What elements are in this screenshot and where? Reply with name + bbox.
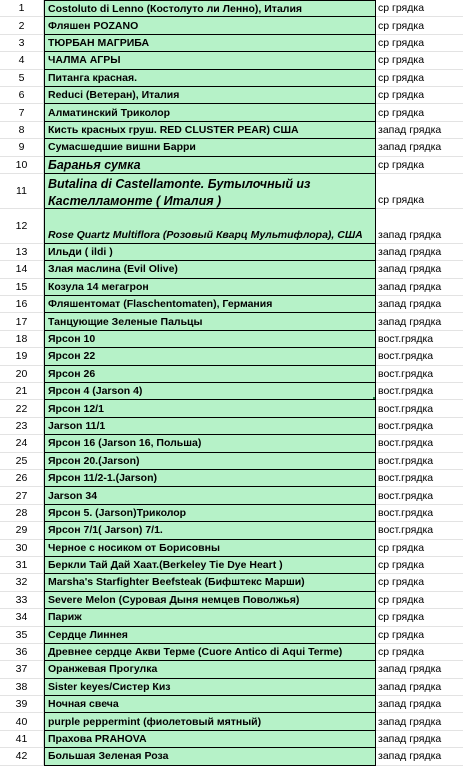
variety-name-cell[interactable]: Париж <box>44 609 376 626</box>
variety-name-cell[interactable]: Ярсон 10 <box>44 331 376 348</box>
table-row[interactable] <box>0 244 463 261</box>
garden-bed-cell[interactable]: запад грядка <box>376 696 463 713</box>
table-row[interactable] <box>0 0 463 17</box>
table-row[interactable] <box>0 592 463 609</box>
table-row[interactable] <box>0 348 463 365</box>
row-number-cell[interactable]: 36 <box>0 644 44 661</box>
row-number-cell[interactable]: 14 <box>0 261 44 278</box>
garden-bed-cell[interactable]: запад грядка <box>376 244 463 261</box>
row-number-cell[interactable]: 23 <box>0 418 44 435</box>
table-row[interactable] <box>0 470 463 487</box>
row-number-cell[interactable]: 3 <box>0 35 44 52</box>
variety-name-cell[interactable]: ТЮРБАН МАГРИБА <box>44 35 376 52</box>
row-number-cell[interactable]: 8 <box>0 122 44 139</box>
table-row[interactable] <box>0 627 463 644</box>
table-row[interactable] <box>0 505 463 522</box>
variety-name-cell[interactable]: Баранья сумка <box>44 157 376 174</box>
variety-name-cell[interactable]: Reduci (Ветеран), Италия <box>44 87 376 104</box>
garden-bed-cell[interactable]: ср грядка <box>376 627 463 644</box>
row-number-cell[interactable]: 22 <box>0 400 44 417</box>
table-row[interactable] <box>0 366 463 383</box>
table-row[interactable] <box>0 122 463 139</box>
garden-bed-cell[interactable]: запад грядка <box>376 279 463 296</box>
table-row[interactable] <box>0 157 463 174</box>
row-number-cell[interactable]: 6 <box>0 87 44 104</box>
garden-bed-cell[interactable]: запад грядка <box>376 209 463 244</box>
variety-name-cell[interactable]: Butalina di Castellamonte. Бутылочный из Кастелламонте ( Италия ) <box>44 174 376 209</box>
row-number-cell[interactable]: 20 <box>0 366 44 383</box>
garden-bed-cell[interactable]: вост.грядка <box>376 348 463 365</box>
garden-bed-cell[interactable]: вост.грядка <box>376 418 463 435</box>
garden-bed-cell[interactable]: запад грядка <box>376 122 463 139</box>
table-row[interactable] <box>0 279 463 296</box>
garden-bed-cell[interactable]: ср грядка <box>376 174 463 209</box>
garden-bed-cell[interactable]: ср грядка <box>376 157 463 174</box>
table-row[interactable] <box>0 522 463 539</box>
variety-name-cell[interactable]: Древнее сердце Акви Терме (Cuore Antico di Aqui Terme) <box>44 644 376 661</box>
table-row[interactable] <box>0 609 463 626</box>
row-number-cell[interactable]: 41 <box>0 731 44 748</box>
variety-name-cell[interactable]: Сердце Линнея <box>44 627 376 644</box>
garden-bed-cell[interactable]: вост.грядка <box>376 331 463 348</box>
table-row[interactable] <box>0 331 463 348</box>
garden-bed-cell[interactable]: вост.грядка <box>376 453 463 470</box>
garden-bed-cell[interactable]: запад грядка <box>376 139 463 156</box>
variety-name-cell[interactable]: Оранжевая Прогулка <box>44 661 376 678</box>
table-row[interactable] <box>0 713 463 730</box>
variety-name-cell[interactable]: Кисть красных груш. RED CLUSTER PEAR) США <box>44 122 376 139</box>
table-row[interactable] <box>0 296 463 313</box>
garden-bed-cell[interactable]: вост.грядка <box>376 522 463 539</box>
table-row[interactable] <box>0 52 463 69</box>
row-number-cell[interactable]: 12 <box>0 209 44 244</box>
variety-name-cell[interactable]: Marsha's Starfighter Beefsteak (Бифштекс Марши) <box>44 574 376 591</box>
garden-bed-cell[interactable]: запад грядка <box>376 313 463 330</box>
row-number-cell[interactable]: 7 <box>0 104 44 121</box>
table-row[interactable] <box>0 87 463 104</box>
table-row[interactable] <box>0 70 463 87</box>
table-row[interactable] <box>0 104 463 121</box>
row-number-cell[interactable]: 26 <box>0 470 44 487</box>
row-number-cell[interactable]: 28 <box>0 505 44 522</box>
row-number-cell[interactable]: 10 <box>0 157 44 174</box>
row-number-cell[interactable]: 19 <box>0 348 44 365</box>
variety-name-cell[interactable]: Черное с носиком от Борисовны <box>44 540 376 557</box>
variety-name-cell[interactable]: Злая маслина (Evil Olive) <box>44 261 376 278</box>
garden-bed-cell[interactable]: ср грядка <box>376 592 463 609</box>
garden-bed-cell[interactable]: вост.грядка <box>376 400 463 417</box>
row-number-cell[interactable]: 5 <box>0 70 44 87</box>
garden-bed-cell[interactable]: запад грядка <box>376 661 463 678</box>
table-row[interactable] <box>0 17 463 34</box>
variety-name-cell[interactable]: Ярсон 26 <box>44 366 376 383</box>
variety-name-cell[interactable]: Ночная свеча <box>44 696 376 713</box>
table-row[interactable] <box>0 261 463 278</box>
garden-bed-cell[interactable]: ср грядка <box>376 557 463 574</box>
row-number-cell[interactable]: 25 <box>0 453 44 470</box>
variety-name-cell[interactable]: Питанга красная. <box>44 70 376 87</box>
variety-name-cell[interactable]: Танцующие Зеленые Пальцы <box>44 313 376 330</box>
row-number-cell[interactable]: 40 <box>0 713 44 730</box>
garden-bed-cell[interactable]: ср грядка <box>376 35 463 52</box>
garden-bed-cell[interactable]: ср грядка <box>376 0 463 17</box>
garden-bed-cell[interactable]: вост.грядка <box>376 470 463 487</box>
row-number-cell[interactable]: 27 <box>0 487 44 504</box>
table-row[interactable] <box>0 748 463 765</box>
table-row[interactable] <box>0 383 463 400</box>
table-row[interactable] <box>0 35 463 52</box>
variety-name-cell[interactable]: Сумасшедшие вишни Барри <box>44 139 376 156</box>
variety-name-cell[interactable]: purple peppermint (фиолетовый мятный) <box>44 713 376 730</box>
variety-name-cell[interactable]: Sister keyes/Систер Киз <box>44 679 376 696</box>
row-number-cell[interactable]: 17 <box>0 313 44 330</box>
table-row[interactable] <box>0 453 463 470</box>
variety-name-cell[interactable]: Беркли Тай Дай Хаат.(Berkeley Tie Dye Heart ) <box>44 557 376 574</box>
variety-name-cell[interactable]: Ярсон 11/2-1.(Jarson) <box>44 470 376 487</box>
row-number-cell[interactable]: 29 <box>0 522 44 539</box>
garden-bed-cell[interactable]: ср грядка <box>376 609 463 626</box>
table-row[interactable] <box>0 574 463 591</box>
garden-bed-cell[interactable]: ср грядка <box>376 87 463 104</box>
variety-name-cell[interactable]: Алматинский Триколор <box>44 104 376 121</box>
garden-bed-cell[interactable]: ср грядка <box>376 70 463 87</box>
table-row[interactable] <box>0 679 463 696</box>
variety-name-cell[interactable]: Ярсон 12/1 <box>44 400 376 417</box>
row-number-cell[interactable]: 24 <box>0 435 44 452</box>
garden-bed-cell[interactable]: вост.грядка <box>376 435 463 452</box>
variety-name-cell[interactable]: Ярсон 7/1( Jarson) 7/1. <box>44 522 376 539</box>
variety-name-cell[interactable]: Costoluto di Lenno (Костолуто ли Ленно), Италия <box>44 0 376 17</box>
variety-name-cell[interactable]: Ярсон 4 (Jarson 4) <box>44 383 376 400</box>
variety-name-cell[interactable]: Ярсон 22 <box>44 348 376 365</box>
variety-name-cell[interactable]: Большая Зеленая Роза <box>44 748 376 765</box>
table-row[interactable] <box>0 644 463 661</box>
table-row[interactable] <box>0 400 463 417</box>
table-row[interactable] <box>0 540 463 557</box>
row-number-cell[interactable]: 16 <box>0 296 44 313</box>
variety-name-cell[interactable]: Ярсон 16 (Jarson 16, Польша) <box>44 435 376 452</box>
table-row[interactable] <box>0 139 463 156</box>
garden-bed-cell[interactable]: ср грядка <box>376 644 463 661</box>
variety-name-cell[interactable]: Jarson 34 <box>44 487 376 504</box>
variety-name-cell[interactable]: Фляшен POZANO <box>44 17 376 34</box>
row-number-cell[interactable]: 21 <box>0 383 44 400</box>
row-number-cell[interactable]: 30 <box>0 540 44 557</box>
variety-name-cell[interactable]: Ярсон 5. (Jarson)Триколор <box>44 505 376 522</box>
garden-bed-cell[interactable]: ср грядка <box>376 52 463 69</box>
row-number-cell[interactable]: 2 <box>0 17 44 34</box>
variety-name-cell[interactable]: Фляшентомат (Flaschentomaten), Германия <box>44 296 376 313</box>
garden-bed-cell[interactable]: ср грядка <box>376 104 463 121</box>
row-number-cell[interactable]: 13 <box>0 244 44 261</box>
row-number-cell[interactable]: 34 <box>0 609 44 626</box>
garden-bed-cell[interactable]: запад грядка <box>376 731 463 748</box>
garden-bed-cell[interactable]: вост.грядка <box>376 366 463 383</box>
row-number-cell[interactable]: 15 <box>0 279 44 296</box>
variety-name-cell[interactable]: Ярсон 20.(Jarson) <box>44 453 376 470</box>
variety-name-cell[interactable]: Jarson 11/1 <box>44 418 376 435</box>
garden-bed-cell[interactable]: ср грядка <box>376 17 463 34</box>
table-row[interactable] <box>0 661 463 678</box>
table-row[interactable] <box>0 209 463 244</box>
table-row[interactable] <box>0 435 463 452</box>
table-row[interactable] <box>0 418 463 435</box>
row-number-cell[interactable]: 42 <box>0 748 44 765</box>
row-number-cell[interactable]: 33 <box>0 592 44 609</box>
garden-bed-cell[interactable]: запад грядка <box>376 748 463 765</box>
table-row[interactable] <box>0 313 463 330</box>
garden-bed-cell[interactable]: запад грядка <box>376 296 463 313</box>
garden-bed-cell[interactable]: ср грядка <box>376 574 463 591</box>
variety-name-cell[interactable]: Козула 14 мегагрон <box>44 279 376 296</box>
garden-bed-cell[interactable]: запад грядка <box>376 679 463 696</box>
row-number-cell[interactable]: 38 <box>0 679 44 696</box>
garden-bed-cell[interactable]: запад грядка <box>376 713 463 730</box>
row-number-cell[interactable]: 11 <box>0 174 44 209</box>
garden-bed-cell[interactable]: вост.грядка <box>376 383 463 400</box>
row-number-cell[interactable]: 32 <box>0 574 44 591</box>
table-row[interactable] <box>0 174 463 209</box>
garden-bed-cell[interactable]: вост.грядка <box>376 505 463 522</box>
garden-bed-cell[interactable]: запад грядка <box>376 261 463 278</box>
variety-name-cell[interactable]: ЧАЛМА АГРЫ <box>44 52 376 69</box>
variety-name-cell[interactable]: Ильди ( ildi ) <box>44 244 376 261</box>
variety-name-cell[interactable]: Rose Quartz Multiflora (Розовый Кварц Мультифлора), США <box>44 209 376 244</box>
row-number-cell[interactable]: 9 <box>0 139 44 156</box>
row-number-cell[interactable]: 35 <box>0 627 44 644</box>
row-number-cell[interactable]: 4 <box>0 52 44 69</box>
row-number-cell[interactable]: 39 <box>0 696 44 713</box>
row-number-cell[interactable]: 1 <box>0 0 44 17</box>
row-number-cell[interactable]: 37 <box>0 661 44 678</box>
variety-name-cell[interactable]: Прахова PRAHOVA <box>44 731 376 748</box>
garden-bed-cell[interactable]: вост.грядка <box>376 487 463 504</box>
variety-name-cell[interactable]: Severe Melon (Суровая Дыня немцев Поволжья) <box>44 592 376 609</box>
table-row[interactable] <box>0 731 463 748</box>
table-row[interactable] <box>0 557 463 574</box>
garden-bed-cell[interactable]: ср грядка <box>376 540 463 557</box>
row-number-cell[interactable]: 18 <box>0 331 44 348</box>
table-row[interactable] <box>0 487 463 504</box>
table-row[interactable] <box>0 696 463 713</box>
row-number-cell[interactable]: 31 <box>0 557 44 574</box>
